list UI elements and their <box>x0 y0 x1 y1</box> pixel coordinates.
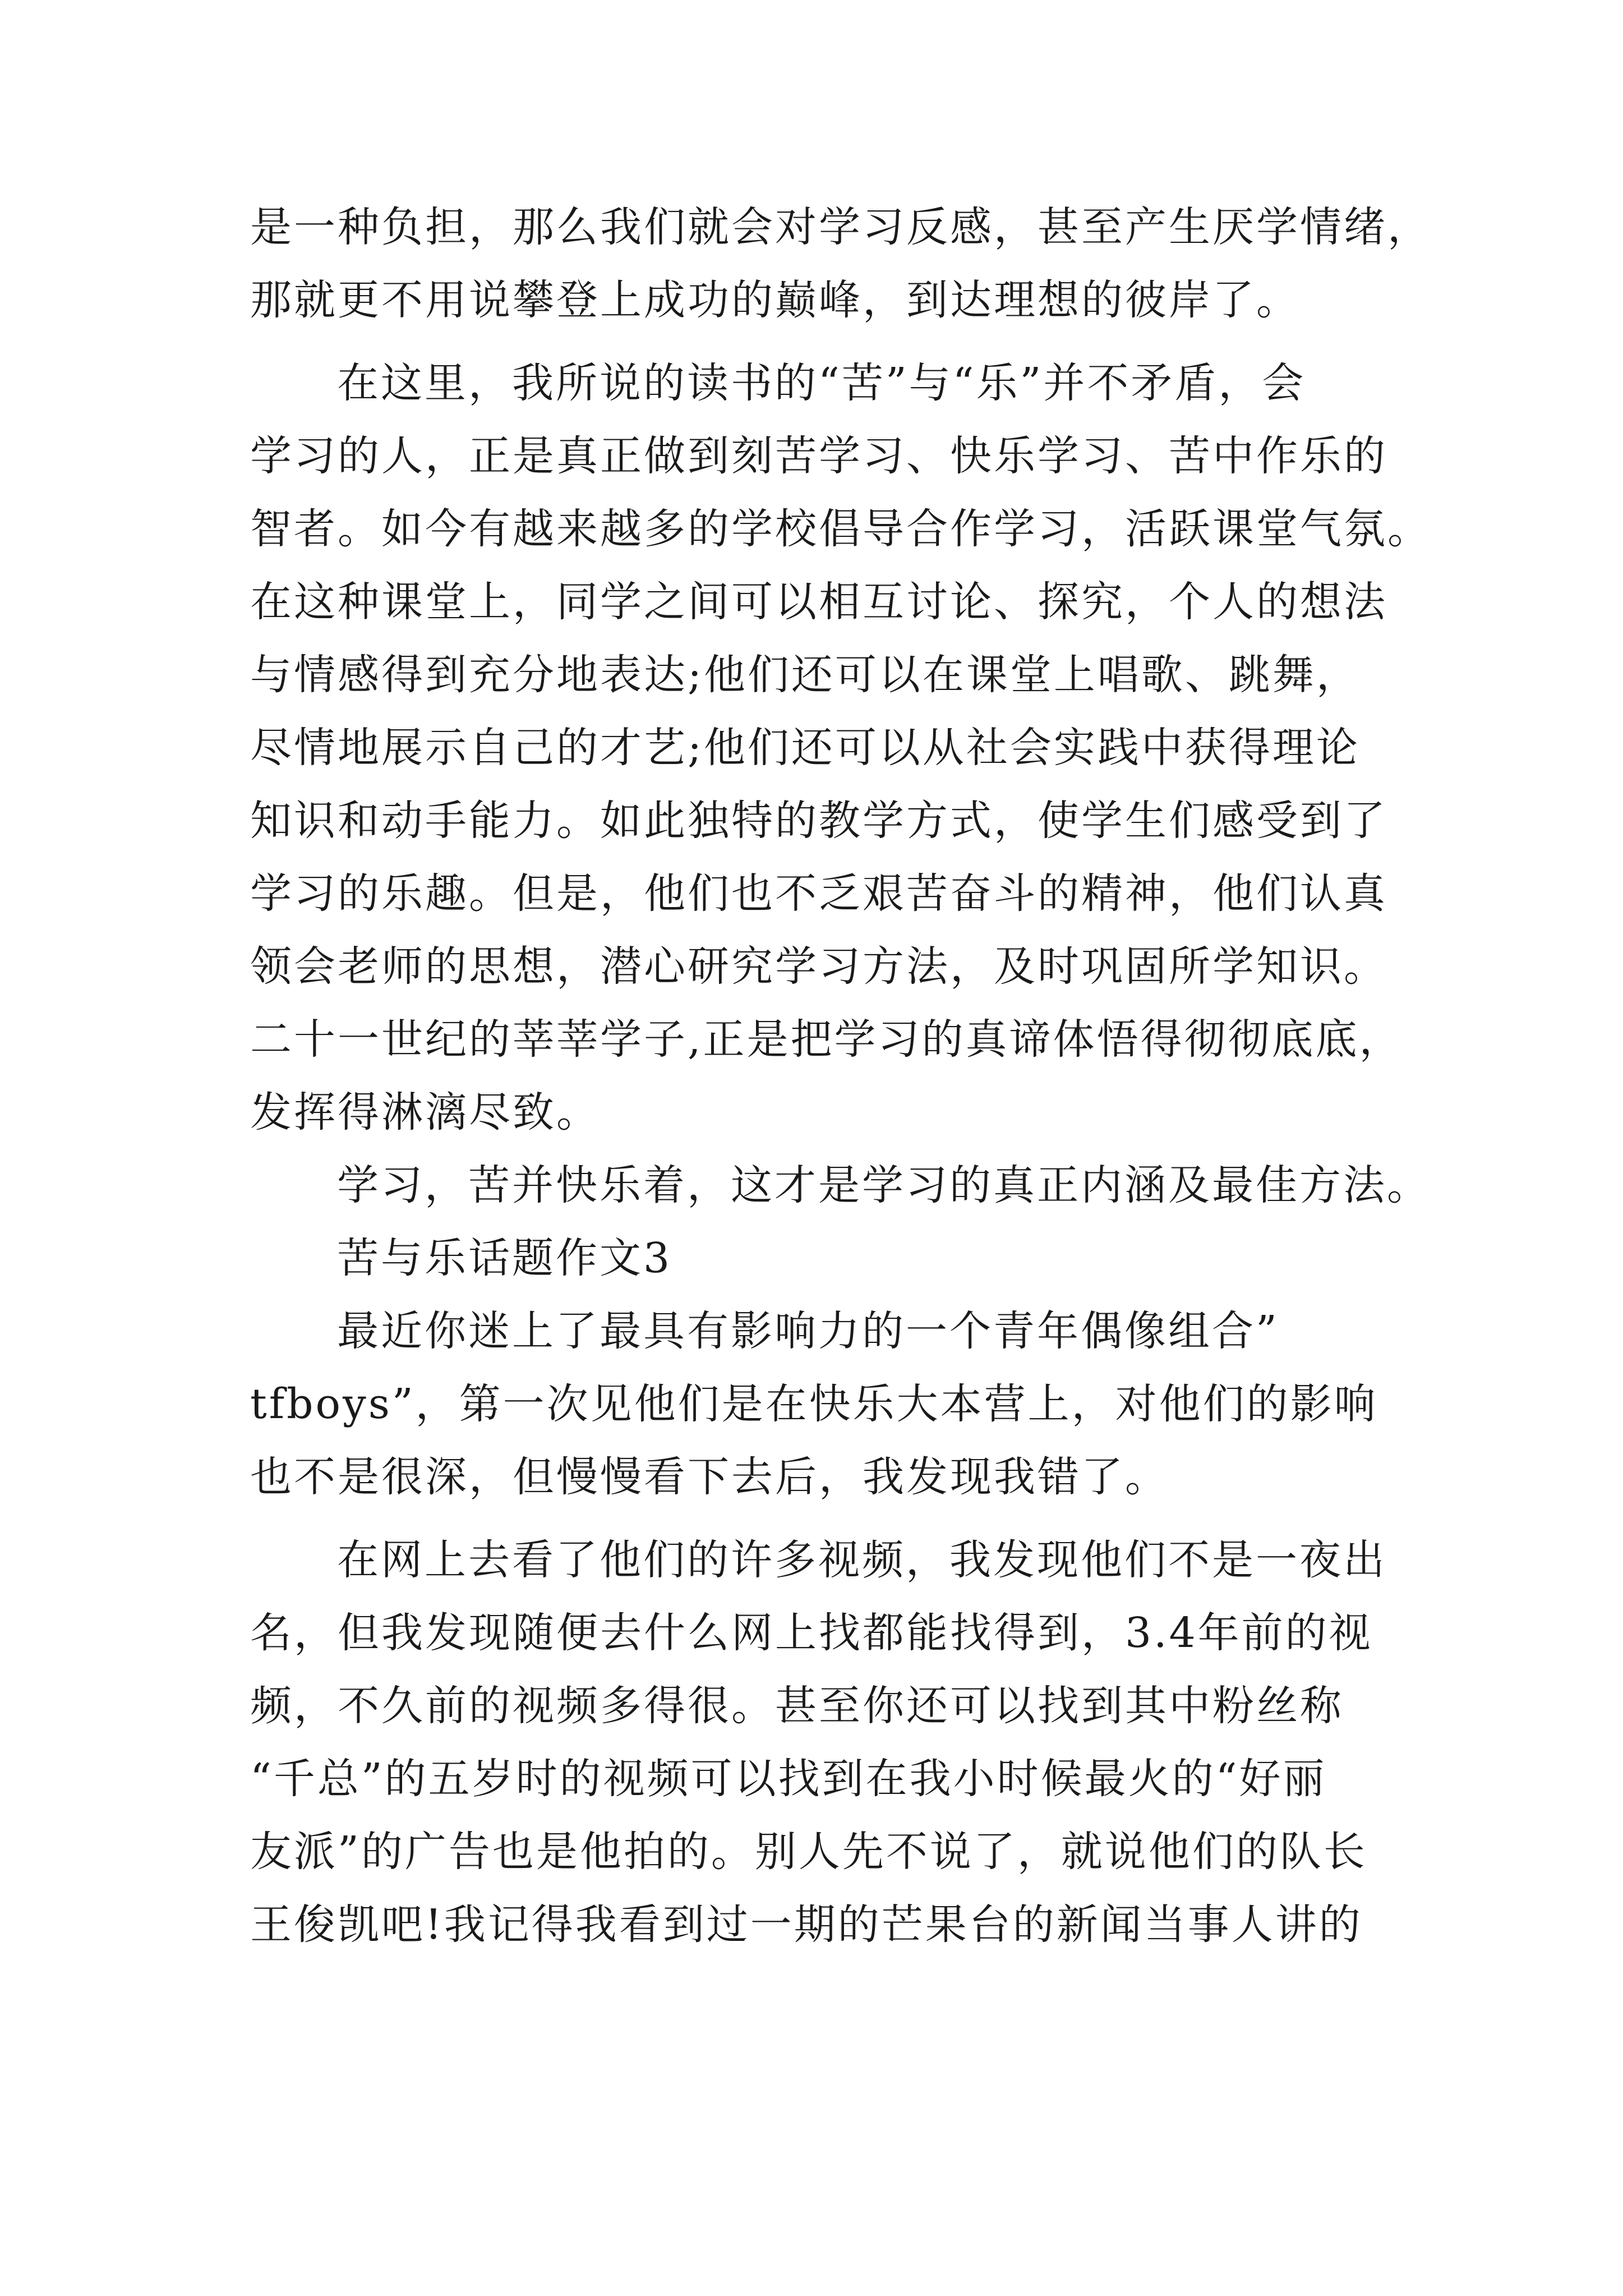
text-line: 是一种负担，那么我们就会对学习反感，甚至产生厌学情绪， <box>250 203 1431 251</box>
text-line: 学习的乐趣。但是，他们也不乏艰苦奋斗的精神，他们认真 <box>250 869 1387 918</box>
paragraph <box>250 1149 1431 1222</box>
text-line: 尽情地展示自己的才艺;他们还可以从社会实践中获得理论 <box>250 724 1360 772</box>
paragraph <box>250 1295 1389 1513</box>
text-line: 智者。如今有越来越多的学校倡导合作学习，活跃课堂气氛。 <box>250 505 1431 553</box>
text-line: 在网上去看了他们的许多视频，我发现他们不是一夜出 <box>337 1536 1387 1584</box>
text-line: 频，不久前的视频多得很。甚至你还可以找到其中粉丝称 <box>250 1682 1344 1730</box>
text-line: 王俊凯吧!我记得我看到过一期的芒果台的新闻当事人讲的 <box>250 1901 1363 1949</box>
text-line: 友派”的广告也是他拍的。别人先不说了，就说他们的队长 <box>250 1828 1367 1876</box>
text-line: 在这里，我所说的读书的“苦”与“乐”并不矛盾，会 <box>337 359 1306 407</box>
text-line: 也不是很深，但慢慢看下去后，我发现我错了。 <box>250 1453 1169 1501</box>
text-line: 学习，苦并快乐着，这才是学习的真正内涵及最佳方法。 <box>337 1161 1431 1209</box>
paragraph <box>250 347 1431 1149</box>
text-line: 名，但我发现随便去什么网上找都能找得到，3.4年前的视 <box>250 1609 1373 1657</box>
text-line: 苦与乐话题作文3 <box>337 1234 672 1282</box>
text-line: 知识和动手能力。如此独特的教学方式，使学生们感受到了 <box>250 797 1387 845</box>
paragraph <box>250 1524 1389 1961</box>
text-line: tfboys”，第一次见他们是在快乐大本营上，对他们的影响 <box>250 1380 1378 1428</box>
text-line: 与情感得到充分地表达;他们还可以在课堂上唱歌、跳舞， <box>250 651 1360 699</box>
text-line: 发挥得淋漓尽致。 <box>250 1088 600 1137</box>
section-heading <box>250 1222 1389 1295</box>
text-line: 在这种课堂上，同学之间可以相互讨论、探究，个人的想法 <box>250 578 1387 626</box>
text-line: 学习的人，正是真正做到刻苦学习、快乐学习、苦中作乐的 <box>250 432 1387 480</box>
paragraph <box>250 191 1431 337</box>
text-line: 最近你迷上了最具有影响力的一个青年偶像组合” <box>337 1307 1279 1355</box>
document-body <box>250 191 1431 1961</box>
text-line: 那就更不用说攀登上成功的巅峰，到达理想的彼岸了。 <box>250 276 1300 324</box>
text-line: “千总”的五岁时的视频可以找到在我小时候最火的“好丽 <box>250 1755 1327 1803</box>
text-line: 领会老师的思想，潜心研究学习方法，及时巩固所学知识。 <box>250 942 1387 991</box>
text-line: 二十一世纪的莘莘学子,正是把学习的真谛体悟得彻彻底底， <box>250 1015 1403 1064</box>
